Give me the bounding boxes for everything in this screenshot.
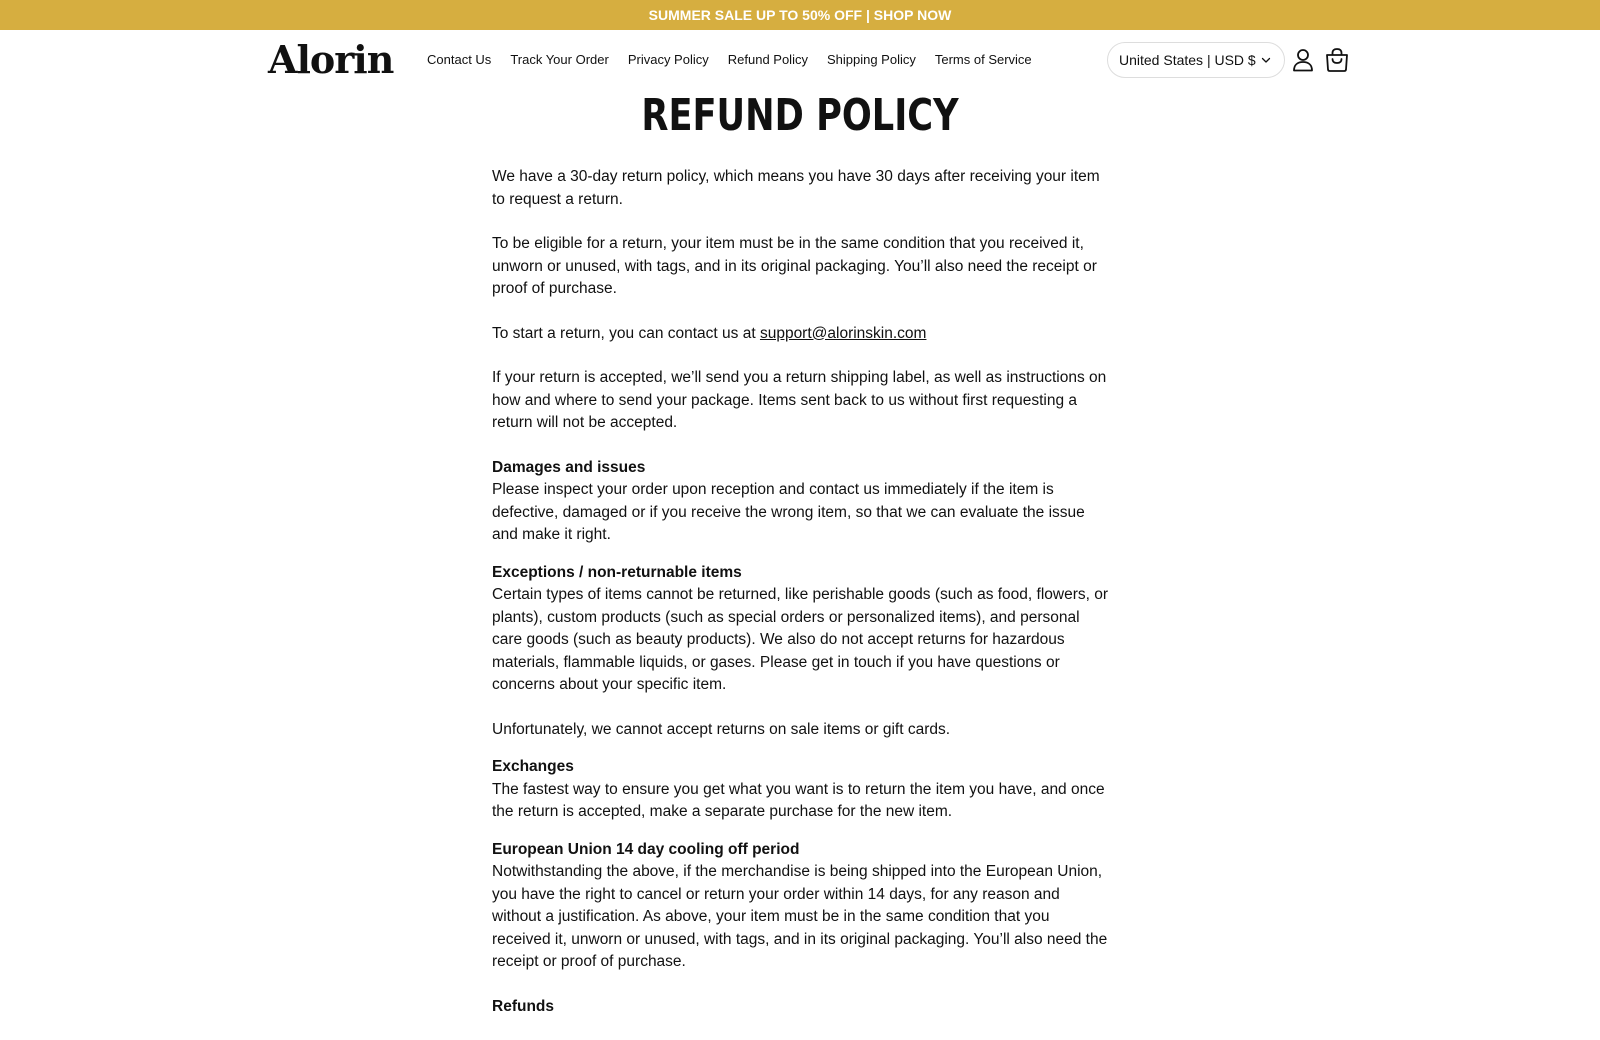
nav-contact-us[interactable]: Contact Us: [427, 52, 492, 67]
support-email-link[interactable]: support@alorinskin.com: [759, 324, 927, 342]
policy-paragraph: To be eligible for a return, your item must be in the same condition that you received it, unworn or unused, with tags, and in its original packaging. You’ll also need the receipt or proof of purchase.: [492, 235, 1097, 297]
site-header: [0, 30, 1600, 92]
cart-button[interactable]: [1323, 46, 1351, 74]
policy-paragraph: [492, 323, 1112, 346]
section-text: Notwithstanding the above, if the merchandise is being shipped into the European Union, you have the right to cancel or return your order within 14 days, for any reason and without a justification. As above, your item must be in the same condition that you received it, unworn or unused, with tags, and in its original packaging. You’ll also need the receipt or proof of purchase.: [492, 863, 1108, 970]
policy-paragraph: Unfortunately, we cannot accept returns on sale items or gift cards.: [492, 720, 951, 738]
nav-privacy-policy[interactable]: Privacy Policy: [627, 52, 709, 67]
exceptions-section: [492, 562, 1112, 697]
section-text: The fastest way to ensure you get what you want is to return the item you have, and once the return is accepted, make a separate purchase for the new item.: [492, 780, 1105, 820]
policy-paragraph: If your return is accepted, we’ll send you a return shipping label, as well as instructions on how and where to send your package. Items sent back to us without first requesting a return will not be accepted.: [492, 369, 1107, 431]
cart-icon: [1324, 47, 1350, 73]
main-nav: [427, 50, 1051, 70]
logo[interactable]: Alorin: [268, 37, 394, 82]
section-text: Certain types of items cannot be returned, like perishable goods (such as food, flowers, or plants), custom products (such as special orders or personalized items), and personal care goods (such as beauty products). We also do not accept returns for hazardous materials, flammable liquids, or gases. Please get in touch if you have questions or concerns about your specific item.: [492, 586, 1109, 693]
refunds-section: [492, 996, 1112, 1019]
policy-paragraph: We have a 30-day return policy, which means you have 30 days after receiving your item to request a return.: [492, 168, 1100, 208]
eu-section: [492, 839, 1112, 974]
nav-terms-of-service[interactable]: Terms of Service: [934, 52, 1032, 67]
page-title: REFUND POLICY: [641, 91, 959, 141]
section-text: Please inspect your order upon reception and contact us immediately if the item is defective, damaged or if you receive the wrong item, so that we can evaluate the issue and make it right.: [492, 481, 1085, 543]
nav-refund-policy[interactable]: Refund Policy: [727, 52, 808, 67]
chevron-down-icon: [1260, 54, 1272, 66]
section-heading: Damages and issues: [492, 458, 646, 476]
account-button[interactable]: [1289, 46, 1317, 74]
section-heading: European Union 14 day cooling off period: [492, 840, 800, 858]
section-heading: Refunds: [492, 997, 554, 1015]
locale-label: United States | USD $: [1119, 52, 1256, 68]
section-heading: Exchanges: [492, 758, 574, 775]
exchanges-section: [492, 756, 1112, 824]
damages-section: [492, 457, 1112, 547]
policy-content: [492, 166, 1112, 1040]
country-currency-selector[interactable]: [1107, 42, 1285, 78]
announcement-link[interactable]: SUMMER SALE UP TO 50% OFF | SHOP NOW: [648, 7, 952, 23]
section-heading: Exceptions / non-returnable items: [492, 563, 742, 581]
nav-track-order[interactable]: Track Your Order: [510, 52, 609, 67]
account-icon: [1292, 48, 1314, 72]
nav-shipping-policy[interactable]: Shipping Policy: [826, 52, 916, 67]
contact-prefix: To start a return, you can contact us at: [492, 324, 760, 342]
announcement-bar: [0, 0, 1600, 30]
